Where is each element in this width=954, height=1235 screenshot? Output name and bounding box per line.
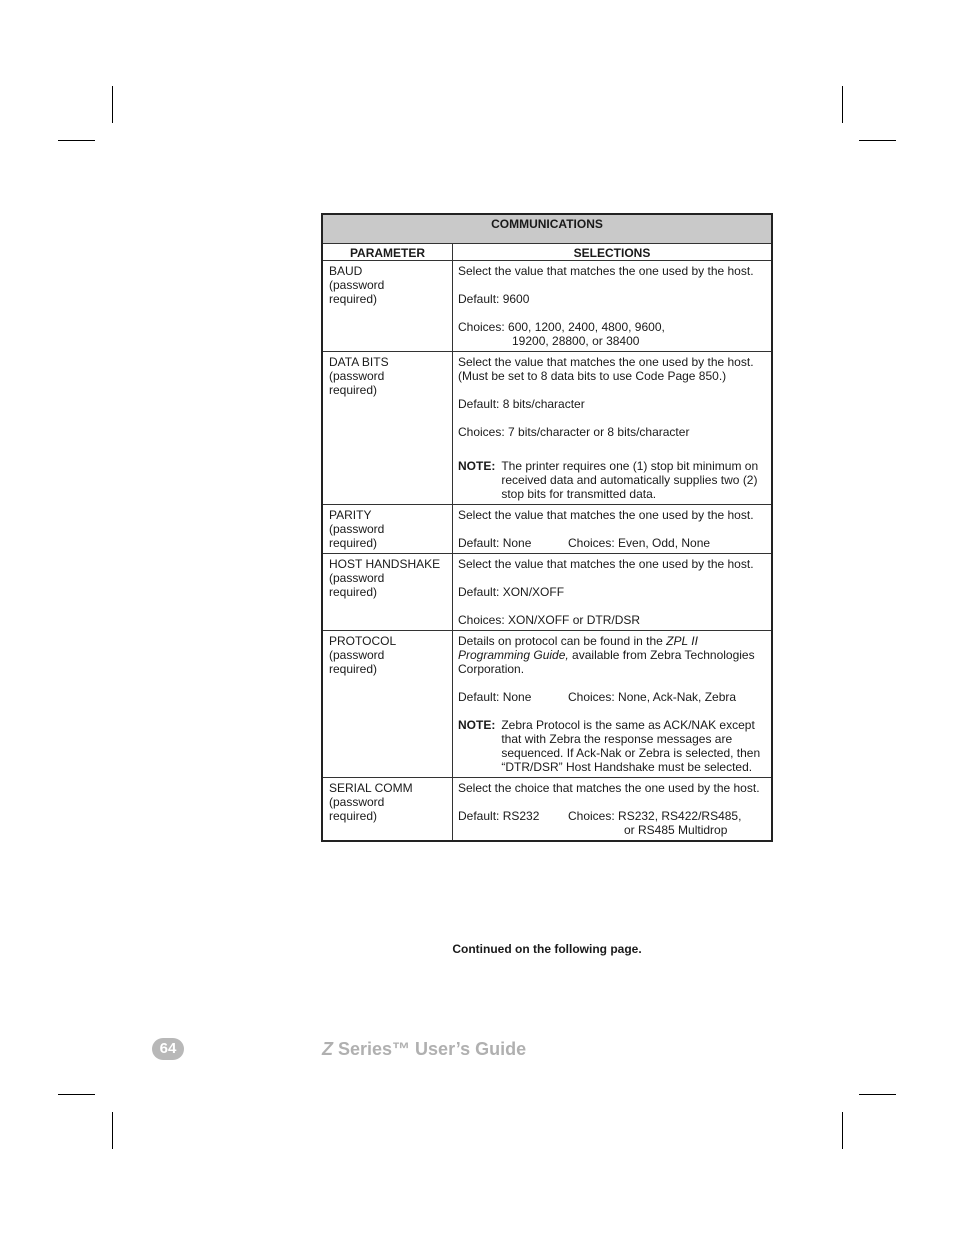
note-text: The printer requires one (1) stop bit minimum on received data and automatically supplies two (2) stop bits for transmitted data. [501,459,759,501]
note [458,718,765,774]
parameter-cell [322,554,453,631]
crop-mark [859,1094,896,1095]
choices: Choices: Even, Odd, None [568,536,711,550]
page-footer [152,1037,184,1061]
password-note: (password [329,522,385,536]
parameter-name: BAUD [329,264,363,278]
parameter-name: PROTOCOL [329,634,397,648]
password-note: (password [329,795,385,809]
crop-mark [859,140,896,141]
password-note: required) [329,809,378,823]
parameter-name: SERIAL COMM [329,781,413,795]
column-header-parameter: PARAMETER [322,244,453,261]
default-value: Default: RS232 [458,809,540,823]
password-note: required) [329,662,378,676]
communications-table [321,213,773,842]
choices: Choices: None, Ack-Nak, Zebra [568,690,737,704]
parameter-cell [322,631,453,778]
default-value: Default: 8 bits/character [458,397,585,411]
table-row [322,261,772,352]
guide-title [322,1037,526,1061]
selections-cell [453,505,773,554]
selections-cell [453,554,773,631]
default-value: Default: None [458,536,532,550]
continued-note: Continued on the following page. [452,942,642,956]
default-value: Default: None [458,690,532,704]
table-title: COMMUNICATIONS [322,214,772,244]
password-note: required) [329,585,378,599]
description-text: Details on protocol can be found in the [458,634,667,648]
parameter-cell [322,352,453,505]
choices: Choices: RS232, RS422/RS485, [568,809,742,823]
table-row [322,352,772,505]
parameter-cell [322,505,453,554]
password-note: required) [329,536,378,550]
description [458,634,765,676]
parameter-name: HOST HANDSHAKE [329,557,441,571]
parameter-cell [322,261,453,352]
choices-continued: 19200, 28800, or 38400 [512,334,640,348]
choices: Choices: 7 bits/character or 8 bits/character [458,425,690,439]
choices: Choices: XON/XOFF or DTR/DSR [458,613,641,627]
table-row [322,554,772,631]
note-label: NOTE: [458,718,496,732]
description: Select the value that matches the one used by the host. [458,508,754,522]
selections-cell [453,778,773,842]
default-value: Default: XON/XOFF [458,585,565,599]
crop-mark [842,86,843,123]
description-text: available from Zebra Technologies Corporation. [458,648,755,676]
column-header-selections: SELECTIONS [453,244,773,261]
guide-title-z: Z [322,1039,333,1059]
selections-cell [453,631,773,778]
default-value: Default: 9600 [458,292,530,306]
password-note: (password [329,369,385,383]
guide-title-rest: Series™ User’s Guide [333,1039,527,1059]
password-note: (password [329,571,385,585]
note-label: NOTE: [458,459,496,473]
table-row [322,778,772,842]
choices-continued: or RS485 Multidrop [624,823,728,837]
parameter-name: DATA BITS [329,355,389,369]
password-note: (password [329,648,385,662]
choices: Choices: 600, 1200, 2400, 4800, 9600, [458,320,665,334]
description: Select the choice that matches the one used by the host. [458,781,760,795]
note-text: Zebra Protocol is the same as ACK/NAK except that with Zebra the response messages are sequenced. If Ack-Nak or Zebra is selected, then “DTR/DSR” Host Handshake must be selected. [501,718,761,774]
selections-cell [453,352,773,505]
table-row [322,631,772,778]
crop-mark [58,140,95,141]
description: Select the value that matches the one used by the host. [458,557,754,571]
crop-mark [58,1094,95,1095]
page-number: 64 [152,1038,184,1060]
password-note: (password [329,278,385,292]
crop-mark [842,1112,843,1149]
selections-cell [453,261,773,352]
crop-mark [112,1112,113,1149]
parameter-cell [322,778,453,842]
password-note: required) [329,383,378,397]
crop-mark [112,86,113,123]
parameter-name: PARITY [329,508,372,522]
table-row [322,505,772,554]
description: Select the value that matches the one used by the host. [458,264,754,278]
guide-reference: ZPL II Programming Guide, [458,634,698,662]
note [458,459,765,501]
description: Select the value that matches the one used by the host. (Must be set to 8 data bits to use Code Page 850.) [458,355,754,383]
password-note: required) [329,292,378,306]
